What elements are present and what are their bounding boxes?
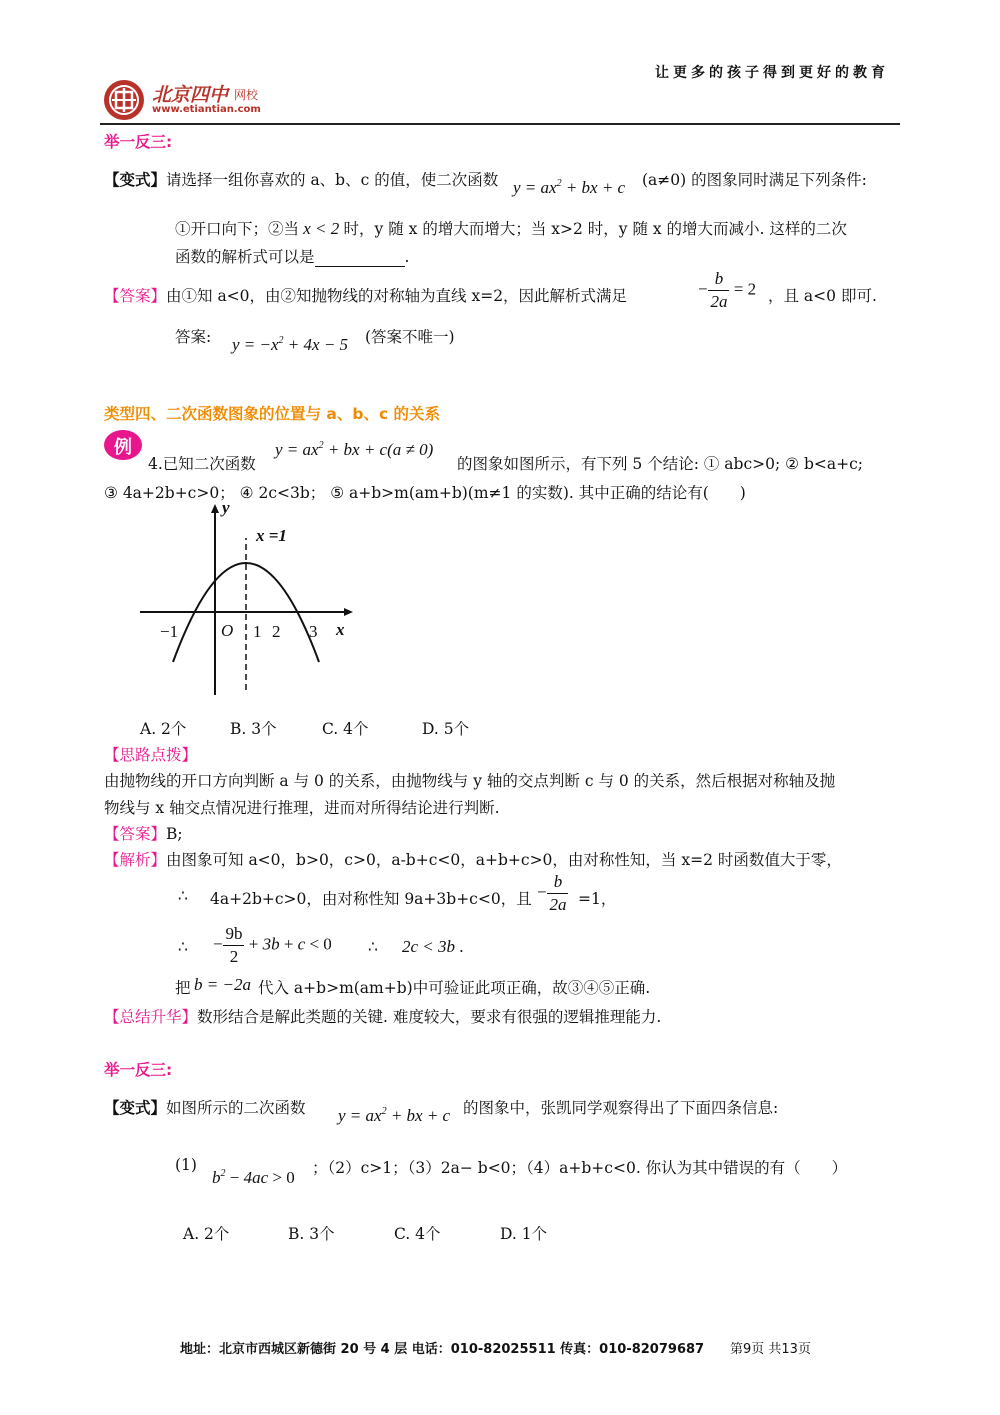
bianshi-label: 【变式】 <box>104 170 167 189</box>
q1-text-a: 请选择一组你喜欢的 a、b、c 的值，使二次函数 <box>166 171 499 189</box>
answer-text-end: ，且 a<0 即可. <box>768 287 877 305</box>
example-badge: 例 <box>102 428 144 462</box>
section1-title: 举一反三: <box>104 133 173 151</box>
analysis-inequality1: − $\frac{9b}{2}$ + 3b + c < 0 <box>212 924 332 966</box>
footer-address: 地址：北京市西城区新德街 20 号 4 层 电话：010-82025511 传真：010-82079687 <box>180 1342 705 1357</box>
section2-line1-a: 【变式】如图所示的二次函数 <box>104 1098 306 1117</box>
section2-option-c: C. 4个 <box>394 1225 441 1243</box>
section1-answer <box>104 284 627 306</box>
analysis-line4-a: 把 <box>175 979 191 997</box>
analysis-inequality2: 2c < 3b . <box>402 937 464 956</box>
graph-y-label: y <box>222 498 230 517</box>
type4-title: 类型四、二次函数图象的位置与 a、b、c 的关系 <box>104 405 441 423</box>
q1-formula: $y = ax^2$ + bx + c <box>513 178 626 197</box>
section2-discriminant: $b^2 - 4ac > 0$ <box>212 1168 295 1187</box>
q4-formula: $y = ax^2$ + bx + c(a ≠ 0) <box>275 440 434 459</box>
graph-tick-2: 2 <box>272 622 281 641</box>
answer2-formula: $y = -x^2 + 4x - 5$ <box>232 335 349 354</box>
section2-option-d: D. 1个 <box>500 1225 548 1243</box>
analysis-therefore3: ∴ <box>368 938 378 956</box>
y-axis <box>211 504 219 695</box>
graph-tick-3: 3 <box>309 622 318 641</box>
q4-line2: ③ 4a+2b+c>0； ④ 2c<3b； ⑤ a+b>m(am+b)(m≠1 的实数). 其中正确的结论有( ) <box>104 484 746 502</box>
analysis-line4-b: 代入 a+b>m(am+b)中可验证此项正确，故③④⑤正确. <box>258 979 651 997</box>
parabola-graph <box>135 500 360 700</box>
section1-question-line1 <box>104 168 498 190</box>
analysis-fraction1: − $\frac{b}{2a}$ <box>536 872 567 914</box>
hint-line1: 由抛物线的开口方向判断 a 与 0 的关系，由抛物线与 y 轴的交点判断 c 与 0 的关系，然后根据对称轴及抛 <box>104 772 836 790</box>
graph-tick-neg1: −1 <box>160 622 179 641</box>
analysis-therefore1: ∴ <box>178 887 188 905</box>
section2-option-a: A. 2个 <box>183 1225 230 1243</box>
graph-x-label: x <box>336 620 345 639</box>
q4-option-a: A. 2个 <box>140 720 187 738</box>
hint-label: 【思路点拨】 <box>104 746 198 764</box>
q4-option-d: D. 5个 <box>422 720 470 738</box>
q4-number: 4.已知二次函数 <box>148 455 256 473</box>
logo-name-suffix: 网校 <box>234 88 259 102</box>
logo-name: 北京四中 <box>152 84 229 106</box>
logo-url: www.etiantian.com <box>152 104 261 115</box>
section2-line1-b: 的图象中，张凯同学观察得出了下面四条信息: <box>463 1099 779 1117</box>
q4-option-c: C. 4个 <box>322 720 369 738</box>
answer2-note: (答案不唯一) <box>365 328 455 346</box>
analysis-line2-end: =1， <box>578 890 617 908</box>
answer-fraction: − $\frac{b}{2a}$ = 2 <box>697 269 757 311</box>
header-divider <box>100 123 900 125</box>
q4-option-b: B. 3个 <box>230 720 277 738</box>
section2-title: 举一反三: <box>104 1061 173 1079</box>
section2-items-rest: ；（2）c>1；（3）2a− b<0；（4）a+b+c<0. 你认为其中错误的有（ ） <box>312 1159 848 1177</box>
q4-answer: 【答案】B; <box>104 825 183 843</box>
footer-page: 第9页 共13页 <box>730 1342 811 1357</box>
q4-text: 的图象如图所示，有下列 5 个结论: ① abc>0; ② b<a+c; <box>457 455 863 473</box>
summary: 【总结升华】数形结合是解此类题的关键. 难度较大，要求有很强的逻辑推理能力. <box>104 1008 662 1026</box>
answer2-label: 答案: <box>175 328 212 346</box>
section2-item1: (1) <box>175 1156 197 1174</box>
analysis-line1: 【解析】由图象可知 a<0，b>0，c>0，a-b+c<0，a+b+c>0，由对称性知，当 x=2 时函数值大于零， <box>104 851 842 869</box>
q1-text-b: (a≠0) 的图象同时满足下列条件: <box>642 171 867 189</box>
graph-origin: O <box>221 621 234 640</box>
section2-option-b: B. 3个 <box>288 1225 335 1243</box>
q1-line3: 函数的解析式可以是 . <box>175 248 410 266</box>
logo-emblem-icon <box>102 78 146 122</box>
analysis-substitution: b = −2a <box>194 975 251 994</box>
graph-axis-label: x =1 <box>256 526 287 545</box>
answer-label: 【答案】 <box>104 287 167 305</box>
answer-text: 由①知 a<0，由②知抛物线的对称轴为直线 x=2，因此解析式满足 <box>166 287 628 305</box>
analysis-therefore2: ∴ <box>178 938 188 956</box>
q1-line2: ①开口向下；②当 x < 2 时，y 随 x 的增大而增大；当 x>2 时，y 随 x 的增大而减小. 这样的二次 <box>175 219 847 238</box>
graph-tick-1: 1 <box>253 622 262 641</box>
header-slogan: 让更多的孩子得到更好的教育 <box>655 65 889 81</box>
section2-formula: $y = ax^2$ + bx + c <box>338 1106 451 1125</box>
analysis-line2: 4a+2b+c>0，由对称性知 9a+3b+c<0，且 <box>210 890 532 908</box>
logo <box>100 78 300 122</box>
hint-line2: 物线与 x 轴交点情况进行推理，进而对所得结论进行判断. <box>104 799 500 817</box>
